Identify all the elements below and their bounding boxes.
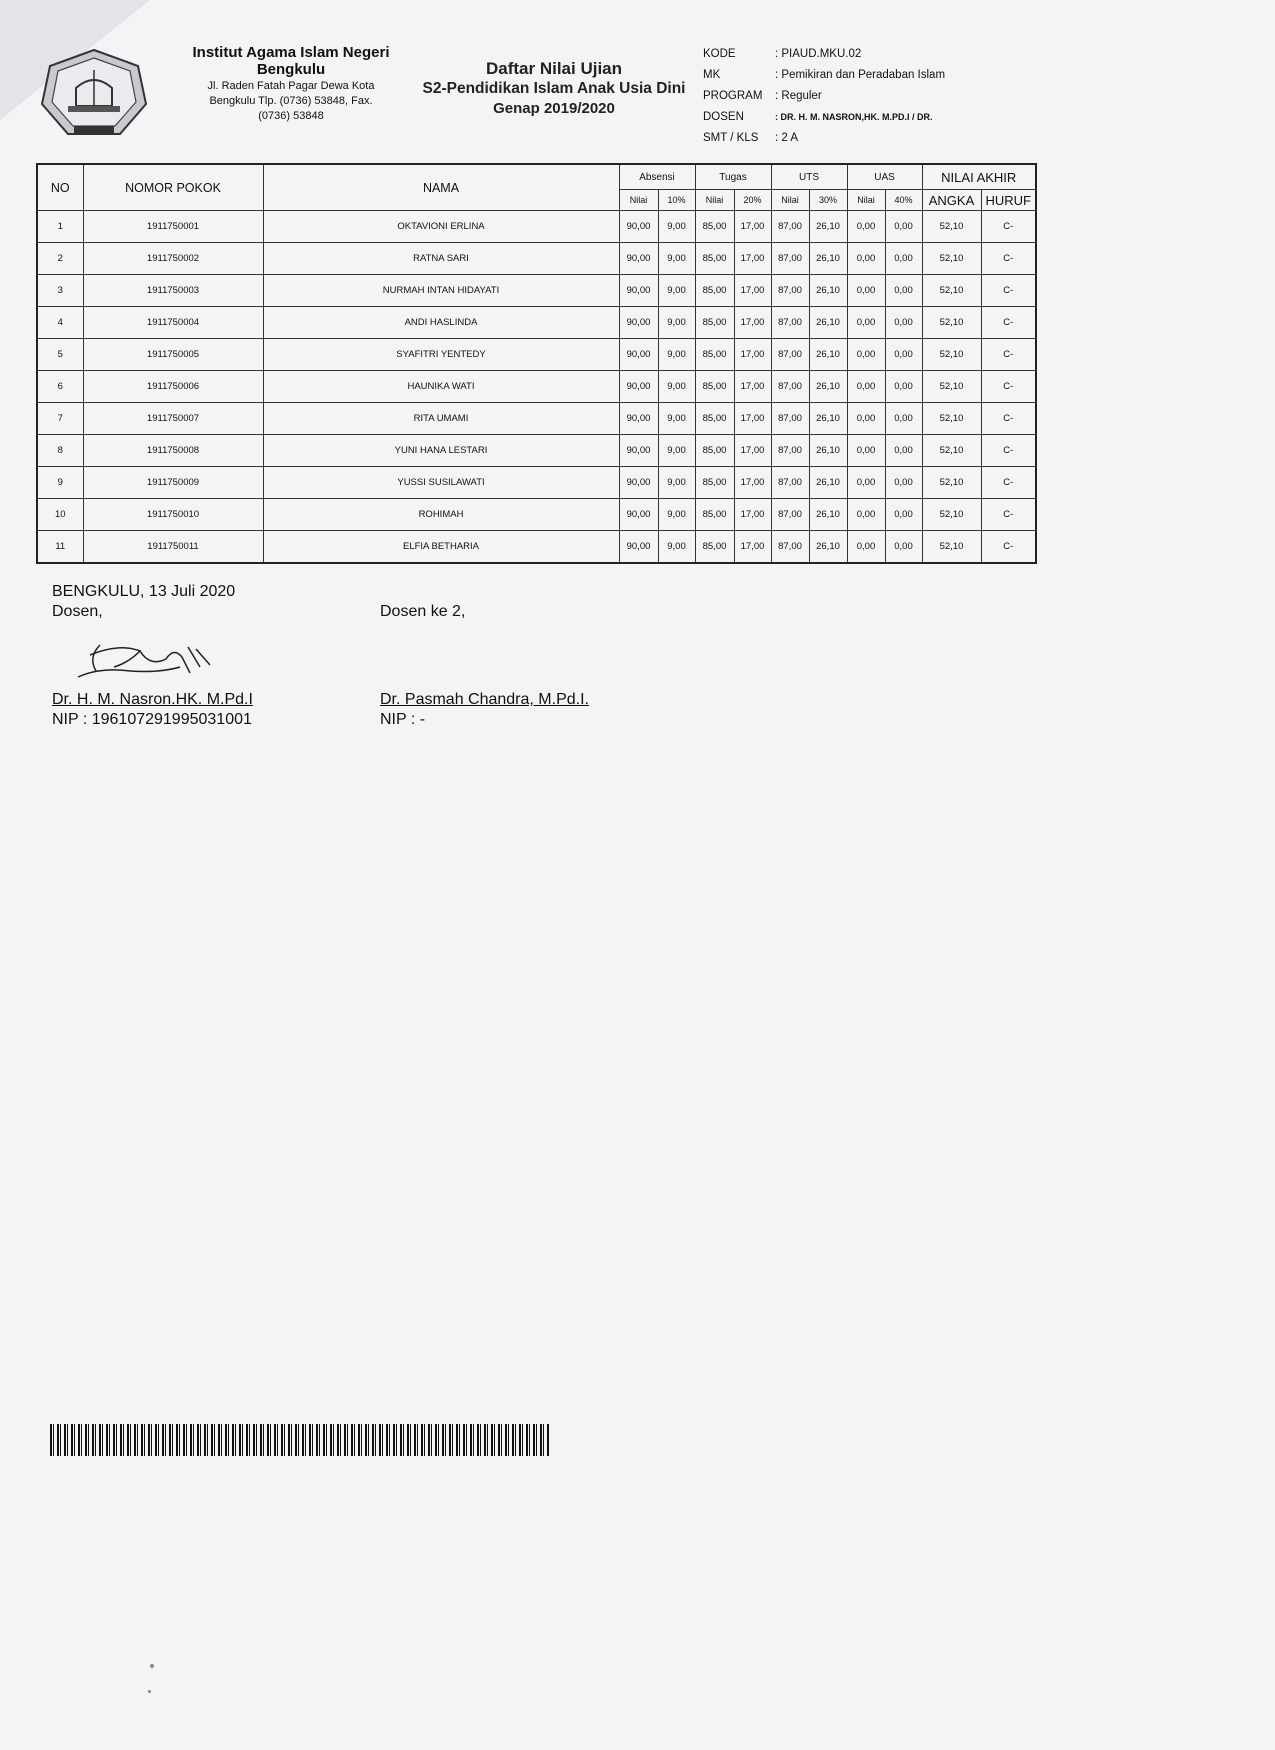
subheader-huruf: HURUF xyxy=(981,190,1036,211)
document-header xyxy=(36,40,1036,160)
angka-cell: 52,10 xyxy=(922,499,981,531)
uas-nilai-cell: 0,00 xyxy=(847,403,885,435)
table-row xyxy=(37,307,1036,339)
subheader-uas-percent: 40% xyxy=(885,190,922,211)
table-row xyxy=(37,243,1036,275)
nomor-pokok-cell: 1911750002 xyxy=(83,243,263,275)
dosen2-label: Dosen ke 2, xyxy=(380,603,466,620)
tugas-nilai-cell: 85,00 xyxy=(695,307,734,339)
angka-cell: 52,10 xyxy=(922,531,981,564)
uts-nilai-cell: 87,00 xyxy=(771,243,809,275)
header-nilai-akhir: NILAI AKHIR xyxy=(922,164,1036,190)
subheader-tugas-percent: 20% xyxy=(734,190,771,211)
absensi-percent-cell: 9,00 xyxy=(658,275,695,307)
uts-nilai-cell: 87,00 xyxy=(771,435,809,467)
uas-nilai-cell: 0,00 xyxy=(847,243,885,275)
grades-table xyxy=(36,163,1037,564)
huruf-cell: C- xyxy=(981,531,1036,564)
absensi-nilai-cell: 90,00 xyxy=(619,243,658,275)
institution-name: Institut Agama Islam Negeri xyxy=(192,44,390,61)
tugas-nilai-cell: 85,00 xyxy=(695,499,734,531)
row-no: 8 xyxy=(37,435,83,467)
table-row xyxy=(37,339,1036,371)
huruf-cell: C- xyxy=(981,307,1036,339)
row-no: 6 xyxy=(37,371,83,403)
uas-percent-cell: 0,00 xyxy=(885,371,922,403)
table-header-row xyxy=(37,164,1036,190)
barcode xyxy=(50,1424,550,1456)
table-row xyxy=(37,211,1036,243)
dosen-nip: NIP : 196107291995031001 xyxy=(52,711,252,728)
document-semester: Genap 2019/2020 xyxy=(493,100,615,117)
nama-cell: ELFIA BETHARIA xyxy=(263,531,619,564)
uts-nilai-cell: 87,00 xyxy=(771,275,809,307)
meta-row-dosen: DOSEN : DR. H. M. NASRON,HK. M.PD.I / DR. xyxy=(703,111,933,123)
subheader-angka: ANGKA xyxy=(922,190,981,211)
tugas-percent-cell: 17,00 xyxy=(734,211,771,243)
huruf-cell: C- xyxy=(981,403,1036,435)
huruf-cell: C- xyxy=(981,371,1036,403)
header-uas: UAS xyxy=(847,164,922,190)
tugas-nilai-cell: 85,00 xyxy=(695,211,734,243)
dosen-name: Dr. H. M. Nasron.HK. M.Pd.I xyxy=(52,691,253,708)
nama-cell: NURMAH INTAN HIDAYATI xyxy=(263,275,619,307)
uas-percent-cell: 0,00 xyxy=(885,211,922,243)
absensi-percent-cell: 9,00 xyxy=(658,531,695,564)
document-program: S2-Pendidikan Islam Anak Usia Dini xyxy=(422,80,686,97)
uas-nilai-cell: 0,00 xyxy=(847,339,885,371)
uas-percent-cell: 0,00 xyxy=(885,275,922,307)
signature-left-block xyxy=(52,582,235,622)
row-no: 7 xyxy=(37,403,83,435)
uts-percent-cell: 26,10 xyxy=(809,371,847,403)
uts-percent-cell: 26,10 xyxy=(809,211,847,243)
absensi-percent-cell: 9,00 xyxy=(658,211,695,243)
angka-cell: 52,10 xyxy=(922,403,981,435)
tugas-percent-cell: 17,00 xyxy=(734,371,771,403)
angka-cell: 52,10 xyxy=(922,307,981,339)
uas-percent-cell: 0,00 xyxy=(885,307,922,339)
huruf-cell: C- xyxy=(981,467,1036,499)
uas-percent-cell: 0,00 xyxy=(885,339,922,371)
header-uts: UTS xyxy=(771,164,847,190)
header-nomor-pokok: NOMOR POKOK xyxy=(83,164,263,211)
uas-percent-cell: 0,00 xyxy=(885,499,922,531)
nomor-pokok-cell: 1911750003 xyxy=(83,275,263,307)
absensi-percent-cell: 9,00 xyxy=(658,467,695,499)
uts-nilai-cell: 87,00 xyxy=(771,499,809,531)
row-no: 4 xyxy=(37,307,83,339)
tugas-nilai-cell: 85,00 xyxy=(695,243,734,275)
subheader-absensi-percent: 10% xyxy=(658,190,695,211)
institution-address: Jl. Raden Fatah Pagar Dewa Kota xyxy=(207,80,375,92)
table-row xyxy=(37,371,1036,403)
tugas-percent-cell: 17,00 xyxy=(734,435,771,467)
document-title-block xyxy=(374,58,734,118)
absensi-nilai-cell: 90,00 xyxy=(619,467,658,499)
uts-percent-cell: 26,10 xyxy=(809,403,847,435)
meta-row-mk: MK : Pemikiran dan Peradaban Islam xyxy=(703,69,946,81)
dosen2-name: Dr. Pasmah Chandra, M.Pd.I. xyxy=(380,691,589,708)
institution-fax: (0736) 53848 xyxy=(258,110,324,122)
uas-nilai-cell: 0,00 xyxy=(847,371,885,403)
nomor-pokok-cell: 1911750010 xyxy=(83,499,263,531)
absensi-percent-cell: 9,00 xyxy=(658,435,695,467)
angka-cell: 52,10 xyxy=(922,275,981,307)
row-no: 9 xyxy=(37,467,83,499)
tugas-nilai-cell: 85,00 xyxy=(695,339,734,371)
tugas-nilai-cell: 85,00 xyxy=(695,531,734,564)
uas-nilai-cell: 0,00 xyxy=(847,499,885,531)
nomor-pokok-cell: 1911750004 xyxy=(83,307,263,339)
nama-cell: ANDI HASLINDA xyxy=(263,307,619,339)
tugas-percent-cell: 17,00 xyxy=(734,339,771,371)
uas-percent-cell: 0,00 xyxy=(885,435,922,467)
nomor-pokok-cell: 1911750006 xyxy=(83,371,263,403)
absensi-percent-cell: 9,00 xyxy=(658,243,695,275)
header-tugas: Tugas xyxy=(695,164,771,190)
angka-cell: 52,10 xyxy=(922,243,981,275)
tugas-nilai-cell: 85,00 xyxy=(695,403,734,435)
row-no: 2 xyxy=(37,243,83,275)
scan-speck xyxy=(150,1664,154,1668)
uts-percent-cell: 26,10 xyxy=(809,467,847,499)
uas-nilai-cell: 0,00 xyxy=(847,307,885,339)
table-row xyxy=(37,467,1036,499)
uts-percent-cell: 26,10 xyxy=(809,339,847,371)
tugas-percent-cell: 17,00 xyxy=(734,499,771,531)
nama-cell: YUSSI SUSILAWATI xyxy=(263,467,619,499)
nomor-pokok-cell: 1911750005 xyxy=(83,339,263,371)
absensi-percent-cell: 9,00 xyxy=(658,499,695,531)
table-row xyxy=(37,403,1036,435)
tugas-percent-cell: 17,00 xyxy=(734,403,771,435)
meta-row-program: PROGRAM : Reguler xyxy=(703,90,822,102)
institution-phone: Bengkulu Tlp. (0736) 53848, Fax. xyxy=(209,95,373,107)
dosen2-signoff xyxy=(380,690,589,730)
subheader-absensi-nilai: Nilai xyxy=(619,190,658,211)
uas-percent-cell: 0,00 xyxy=(885,243,922,275)
absensi-nilai-cell: 90,00 xyxy=(619,435,658,467)
absensi-percent-cell: 9,00 xyxy=(658,371,695,403)
nama-cell: RATNA SARI xyxy=(263,243,619,275)
huruf-cell: C- xyxy=(981,339,1036,371)
institution-city: Bengkulu xyxy=(256,61,326,78)
meta-row-kode: KODE : PIAUD.MKU.02 xyxy=(703,48,862,60)
uts-percent-cell: 26,10 xyxy=(809,531,847,564)
table-row xyxy=(37,499,1036,531)
tugas-percent-cell: 17,00 xyxy=(734,531,771,564)
tugas-percent-cell: 17,00 xyxy=(734,243,771,275)
uas-nilai-cell: 0,00 xyxy=(847,467,885,499)
uts-percent-cell: 26,10 xyxy=(809,435,847,467)
uas-nilai-cell: 0,00 xyxy=(847,435,885,467)
uts-percent-cell: 26,10 xyxy=(809,499,847,531)
nama-cell: OKTAVIONI ERLINA xyxy=(263,211,619,243)
uts-nilai-cell: 87,00 xyxy=(771,371,809,403)
tugas-nilai-cell: 85,00 xyxy=(695,435,734,467)
absensi-nilai-cell: 90,00 xyxy=(619,339,658,371)
tugas-nilai-cell: 85,00 xyxy=(695,275,734,307)
uts-nilai-cell: 87,00 xyxy=(771,467,809,499)
uts-percent-cell: 26,10 xyxy=(809,307,847,339)
huruf-cell: C- xyxy=(981,243,1036,275)
grades-table-body xyxy=(37,211,1036,564)
uts-nilai-cell: 87,00 xyxy=(771,339,809,371)
document-title: Daftar Nilai Ujian xyxy=(485,59,623,78)
angka-cell: 52,10 xyxy=(922,371,981,403)
dosen-signoff xyxy=(52,690,253,730)
row-no: 10 xyxy=(37,499,83,531)
tugas-percent-cell: 17,00 xyxy=(734,307,771,339)
uts-percent-cell: 26,10 xyxy=(809,275,847,307)
tugas-percent-cell: 17,00 xyxy=(734,275,771,307)
subheader-uts-nilai: Nilai xyxy=(771,190,809,211)
absensi-nilai-cell: 90,00 xyxy=(619,403,658,435)
angka-cell: 52,10 xyxy=(922,467,981,499)
subheader-uts-percent: 30% xyxy=(809,190,847,211)
huruf-cell: C- xyxy=(981,435,1036,467)
row-no: 1 xyxy=(37,211,83,243)
huruf-cell: C- xyxy=(981,499,1036,531)
absensi-nilai-cell: 90,00 xyxy=(619,531,658,564)
nomor-pokok-cell: 1911750001 xyxy=(83,211,263,243)
uas-percent-cell: 0,00 xyxy=(885,467,922,499)
absensi-nilai-cell: 90,00 xyxy=(619,499,658,531)
uts-nilai-cell: 87,00 xyxy=(771,403,809,435)
table-row xyxy=(37,531,1036,564)
tugas-percent-cell: 17,00 xyxy=(734,467,771,499)
nomor-pokok-cell: 1911750009 xyxy=(83,467,263,499)
table-row xyxy=(37,275,1036,307)
tugas-nilai-cell: 85,00 xyxy=(695,371,734,403)
dosen-label: Dosen, xyxy=(52,603,103,620)
uas-percent-cell: 0,00 xyxy=(885,531,922,564)
nomor-pokok-cell: 1911750007 xyxy=(83,403,263,435)
row-no: 11 xyxy=(37,531,83,564)
uts-nilai-cell: 87,00 xyxy=(771,307,809,339)
header-absensi: Absensi xyxy=(619,164,695,190)
tugas-nilai-cell: 85,00 xyxy=(695,467,734,499)
uas-percent-cell: 0,00 xyxy=(885,403,922,435)
absensi-nilai-cell: 90,00 xyxy=(619,371,658,403)
header-no: NO xyxy=(37,164,83,211)
nama-cell: ROHIMAH xyxy=(263,499,619,531)
dosen2-nip: NIP : - xyxy=(380,711,426,728)
institution-seal-logo xyxy=(38,46,150,138)
header-nama: NAMA xyxy=(263,164,619,211)
nomor-pokok-cell: 1911750011 xyxy=(83,531,263,564)
row-no: 3 xyxy=(37,275,83,307)
absensi-percent-cell: 9,00 xyxy=(658,339,695,371)
nama-cell: RITA UMAMI xyxy=(263,403,619,435)
nama-cell: HAUNIKA WATI xyxy=(263,371,619,403)
uas-nilai-cell: 0,00 xyxy=(847,211,885,243)
scan-speck xyxy=(148,1690,151,1693)
uas-nilai-cell: 0,00 xyxy=(847,275,885,307)
huruf-cell: C- xyxy=(981,211,1036,243)
subheader-tugas-nilai: Nilai xyxy=(695,190,734,211)
uts-percent-cell: 26,10 xyxy=(809,243,847,275)
angka-cell: 52,10 xyxy=(922,435,981,467)
uts-nilai-cell: 87,00 xyxy=(771,531,809,564)
table-row xyxy=(37,435,1036,467)
meta-row-smt-kls: SMT / KLS : 2 A xyxy=(703,132,799,144)
handwritten-signature xyxy=(70,637,225,687)
absensi-percent-cell: 9,00 xyxy=(658,403,695,435)
course-meta xyxy=(703,44,945,149)
angka-cell: 52,10 xyxy=(922,339,981,371)
absensi-percent-cell: 9,00 xyxy=(658,307,695,339)
angka-cell: 52,10 xyxy=(922,211,981,243)
absensi-nilai-cell: 90,00 xyxy=(619,307,658,339)
nama-cell: SYAFITRI YENTEDY xyxy=(263,339,619,371)
absensi-nilai-cell: 90,00 xyxy=(619,211,658,243)
row-no: 5 xyxy=(37,339,83,371)
uas-nilai-cell: 0,00 xyxy=(847,531,885,564)
subheader-uas-nilai: Nilai xyxy=(847,190,885,211)
place-date: BENGKULU, 13 Juli 2020 xyxy=(52,583,236,600)
nama-cell: YUNI HANA LESTARI xyxy=(263,435,619,467)
huruf-cell: C- xyxy=(981,275,1036,307)
absensi-nilai-cell: 90,00 xyxy=(619,275,658,307)
nomor-pokok-cell: 1911750008 xyxy=(83,435,263,467)
uts-nilai-cell: 87,00 xyxy=(771,211,809,243)
